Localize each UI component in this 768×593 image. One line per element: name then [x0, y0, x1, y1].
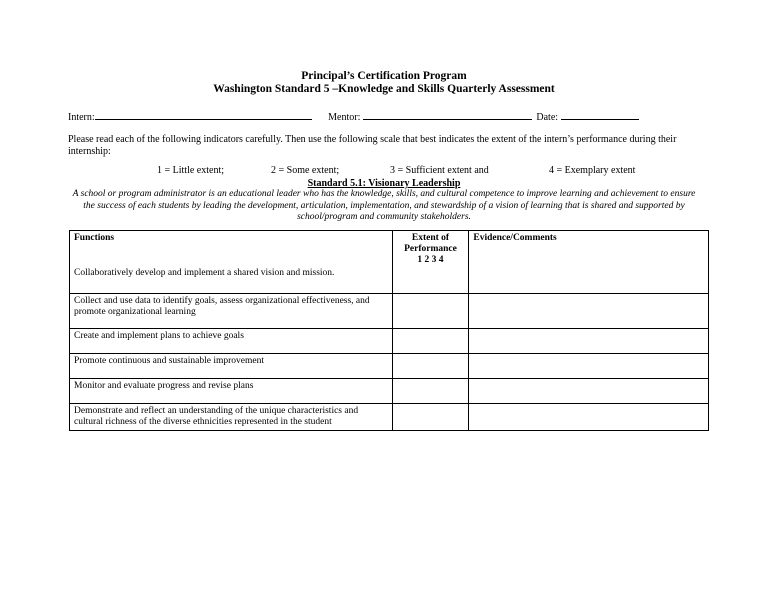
extent-cell[interactable]	[392, 379, 469, 404]
functions-header	[70, 231, 393, 294]
comments-cell[interactable]	[469, 354, 709, 379]
comments-header: Evidence/Comments	[469, 231, 709, 294]
function-text: Promote continuous and sustainable improvement	[70, 354, 393, 379]
function-text: Monitor and evaluate progress and revise plans	[70, 379, 393, 404]
mentor-label: Mentor:	[328, 112, 361, 123]
date-field[interactable]	[561, 110, 639, 120]
function-text: Create and implement plans to achieve goals	[70, 329, 393, 354]
scale-item: 1 = Little extent;	[157, 165, 225, 176]
extent-header-line1: Extent of	[411, 233, 450, 243]
mentor-field[interactable]	[363, 110, 532, 120]
intern-field[interactable]	[95, 110, 312, 120]
header-fields	[68, 110, 708, 124]
standard-description: A school or program administrator is an educational leader who has the knowledge, skills, and cultural competence to improve learning and achievement to ensure the success of each students by leading the development, articulation, implementation, and stewardship of a vision of learning that is shared and supported by school/program and community stakeholders.	[72, 189, 696, 222]
extent-header-line2: Performance	[404, 244, 457, 254]
functions-header-label: Functions	[74, 233, 115, 243]
program-title: Principal’s Certification Program	[301, 70, 467, 82]
extent-cell[interactable]	[392, 354, 469, 379]
comments-cell[interactable]	[469, 329, 709, 354]
extent-header	[392, 231, 469, 294]
function-text: Collect and use data to identify goals, assess organizational effectiveness, and promote organizational learning	[70, 294, 393, 329]
table-row	[70, 329, 709, 354]
intern-label: Intern:	[68, 112, 95, 123]
assessment-title: Washington Standard 5 –Knowledge and Skills Quarterly Assessment	[213, 83, 555, 95]
scale-item: 4 = Exemplary extent	[549, 165, 636, 176]
standard-title: Standard 5.1: Visionary Leadership	[307, 178, 461, 189]
comments-cell[interactable]	[469, 379, 709, 404]
extent-cell[interactable]	[392, 294, 469, 329]
extent-cell[interactable]	[392, 404, 469, 431]
comments-cell[interactable]	[469, 294, 709, 329]
function-text: Demonstrate and reflect an understanding of the unique characteristics and cultural richness of the diverse ethnicities represented in the student	[70, 404, 393, 431]
table-row	[70, 379, 709, 404]
extent-cell[interactable]	[392, 329, 469, 354]
function-text: Collaboratively develop and implement a shared vision and mission.	[74, 268, 335, 278]
table-row	[70, 294, 709, 329]
table-row	[70, 404, 709, 431]
date-label: Date:	[536, 112, 559, 123]
extent-header-line3: 1 2 3 4	[417, 255, 444, 265]
comments-cell[interactable]	[469, 404, 709, 431]
table-row	[70, 354, 709, 379]
scale-item: 2 = Some extent;	[271, 165, 340, 176]
scale-item: 3 = Sufficient extent and	[390, 165, 489, 176]
assessment-table	[69, 230, 709, 431]
instructions-text: Please read each of the following indicators carefully. Then use the following scale that best indicates the extent of the intern’s performance during their internship:	[68, 134, 677, 157]
table-header-row	[70, 231, 709, 294]
